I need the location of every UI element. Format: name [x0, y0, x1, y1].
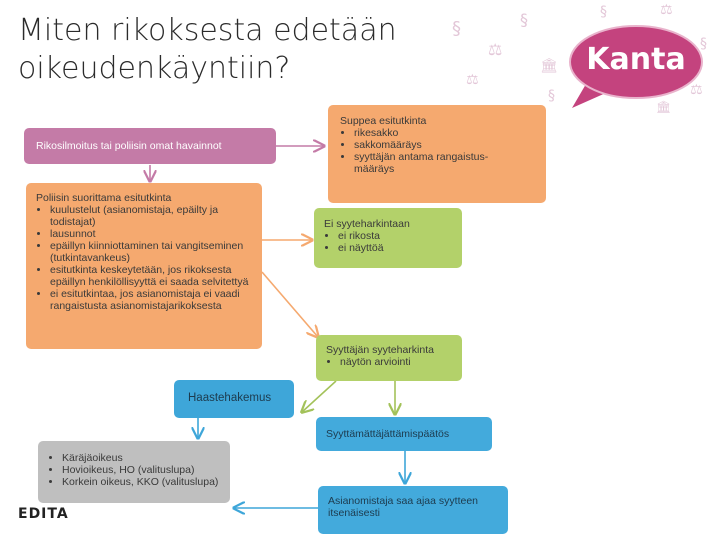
node-title: Haastehakemus [188, 392, 272, 404]
list-item: • kuulustelut (asianomistaja, epäilty ja todistajat) [50, 204, 252, 228]
list-item: • epäillyn kiinniottaminen tai vangitseminen (tutkintavankeus) [50, 240, 252, 264]
node-syyteharkinta [316, 335, 462, 381]
node-asianomistaja [318, 486, 508, 534]
node-rikosilmoitus [24, 128, 276, 164]
building-icon: 🏛 [540, 58, 558, 74]
list-item: • Hovioikeus, HO (valituslupa) [62, 464, 220, 476]
node-syyttamatta [316, 417, 492, 451]
list-item: • ei rikosta [338, 230, 452, 242]
list-item: • ei näyttöä [338, 242, 452, 254]
title-line-2: oikeudenkäyntiin? [18, 51, 291, 86]
node-list [324, 230, 452, 254]
node-tuomioistuimet [38, 441, 230, 503]
scales-icon: ⚖ [690, 82, 703, 98]
logo-text: Kanta [586, 42, 686, 77]
section-sign-icon: § [520, 10, 528, 29]
list-item: • lausunnot [50, 228, 252, 240]
section-sign-icon: § [548, 88, 555, 104]
node-haastehakemus [174, 380, 294, 418]
section-sign-icon: § [452, 18, 461, 39]
scales-icon: ⚖ [660, 2, 673, 18]
node-title: Syyttämättäjättämispäätös [326, 428, 450, 440]
node-list [48, 452, 220, 488]
list-item: • esitutkinta keskeytetään, jos rikoksesta epäillyn henkilöllisyyttä ei saada selvitettyä [50, 264, 252, 288]
node-list [36, 204, 252, 312]
node-esitutkinta [26, 183, 262, 349]
node-title: Syyttäjän syyteharkinta [326, 344, 434, 356]
list-item: • sakkomääräys [354, 139, 534, 151]
scales-icon: ⚖ [466, 72, 479, 88]
node-ei-syyteharkintaan [314, 208, 462, 268]
section-sign-icon: § [700, 36, 707, 52]
arrow-to-haastehakemus [302, 381, 336, 412]
edita-logo: EDITA [18, 506, 69, 522]
node-title: Poliisin suorittama esitutkinta [36, 192, 172, 204]
node-list [340, 127, 534, 175]
section-sign-icon: § [600, 4, 607, 20]
scales-icon: ⚖ [488, 40, 503, 59]
list-item: • syyttäjän antama rangaistus- määräys [354, 151, 534, 175]
list-item: • rikesakko [354, 127, 534, 139]
list-item: • näytön arviointi [340, 356, 452, 368]
node-title: Asianomistaja saa ajaa syytteen itsenäisesti [328, 495, 478, 519]
building-icon: 🏛 [656, 100, 672, 114]
node-title: Rikosilmoitus tai poliisin omat havainnot [36, 140, 222, 152]
list-item: • Korkein oikeus, KKO (valituslupa) [62, 476, 220, 488]
node-suppea-esitutkinta [328, 105, 546, 203]
node-list [326, 356, 452, 368]
arrow-to-syyteharkinta [262, 272, 318, 337]
node-title: Suppea esitutkinta [340, 115, 427, 127]
title-line-1: Miten rikoksesta edetään [18, 13, 397, 48]
node-title: Ei syyteharkintaan [324, 218, 410, 230]
list-item: • Käräjäoikeus [62, 452, 220, 464]
list-item: • ei esitutkintaa, jos asianomistaja ei vaadi rangaistusta asianomistajarikoksesta [50, 288, 252, 312]
